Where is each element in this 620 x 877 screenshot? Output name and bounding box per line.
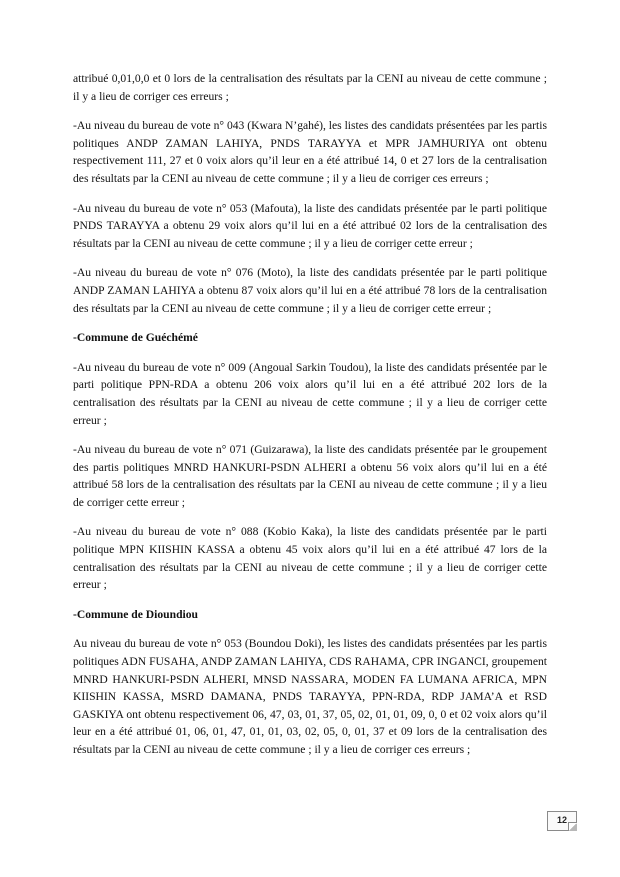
paragraph-bureau-009: -Au niveau du bureau de vote n° 009 (Angoual Sarkin Toudou), la liste des candidats présentée par le parti politique PPN-RDA a obtenu 206 voix alors qu’il lui en a été attribué 202 lors de la centralisation des résultats par la CENI au niveau de cette commune ; il y a lieu de corriger cette erreur ;	[73, 360, 547, 427]
paragraph-bureau-088: -Au niveau du bureau de vote n° 088 (Kobio Kaka), la liste des candidats présentée par le parti politique MPN KIISHIN KASSA a obtenu 45 voix alors qu’il lui en a été attribué 47 lors de la centralisation des résultats par la CENI au niveau de cette commune ; il y a lieu de corriger cette erreur ;	[73, 525, 547, 592]
section-heading-gueche: -Commune de Guéchémé	[73, 331, 198, 345]
paragraph-bureau-043: -Au niveau du bureau de vote n° 043 (Kwara N’gahé), les listes des candidats présentées par les partis politiques ANDP ZAMAN LAHIYA, PNDS TARAYYA et MPR JAMHURIYA ont obtenu respectivement 111, 27 et 0 voix alors qu’il leur en a été attribué 14, 0 et 27 lors de la centralisation des résultats par la CENI au niveau de cette commune ; il y a lieu de corriger ces erreurs ;	[73, 119, 547, 185]
paragraph-bureau-071: -Au niveau du bureau de vote n° 071 (Guizarawa), la liste des candidats présentée par le groupement des partis politiques MNRD HANKURI-PSDN ALHERI a obtenu 56 voix alors qu’il lui en a été attribué 58 lors de la centralisation des résultats par la CENI au niveau de cette commune ; il y a lieu de corriger cette erreur ;	[73, 443, 547, 509]
paragraph-bureau-053-mafouta: -Au niveau du bureau de vote n° 053 (Mafouta), la liste des candidats présentée par le parti politique PNDS TARAYYA a obtenu 29 voix alors qu’il lui en a été attribué 02 lors de la centralisation des résultats par la CENI au niveau de cette commune ; il y a lieu de corriger cette erreur ;	[73, 201, 547, 250]
paragraph-bureau-076: -Au niveau du bureau de vote n° 076 (Moto), la liste des candidats présentée par le parti politique ANDP ZAMAN LAHIYA a obtenu 87 voix alors qu’il lui en a été attribué 78 lors de la centralisation des résultats par la CENI au niveau de cette commune ; il y a lieu de corriger cette erreur ;	[73, 266, 547, 315]
section-heading-dioundiou: -Commune de Dioundiou	[73, 607, 198, 621]
paragraph-bureau-053-boundou-doki: Au niveau du bureau de vote n° 053 (Boundou Doki), les listes des candidats présentées par les partis politiques ADN FUSAHA, ANDP ZAMAN LAHIYA, CDS RAHAMA, CPR INGANCI, groupement MNRD HANKURI-PSDN ALHERI, MNSD NASSARA, MODEN FA LUMANA AFRICA, MPN KIISHIN KASSA, MSRD DAMANA, PNDS TARAYYA, PPN-RDA, RDP JAMA’A et RSD GASKIYA ont obtenu respectivement 06, 47, 03, 01, 37, 05, 02, 01, 01, 09, 0, 0 et 02 voix alors qu’il leur en a été attribué 01, 06, 01, 47, 01, 01, 03, 02, 05, 0, 01, 37 et 09 lors de la centralisation des résultats par la CENI au niveau de cette commune ; il y a lieu de corriger ces erreurs ;	[73, 637, 547, 756]
paragraph-continuation: attribué 0,01,0,0 et 0 lors de la centralisation des résultats par la CENI au niveau de cette commune ; il y a lieu de corriger ces erreurs ;	[73, 72, 547, 103]
document-body	[73, 70, 547, 771]
page-number: 12	[556, 815, 567, 825]
page-number-badge	[547, 811, 577, 831]
